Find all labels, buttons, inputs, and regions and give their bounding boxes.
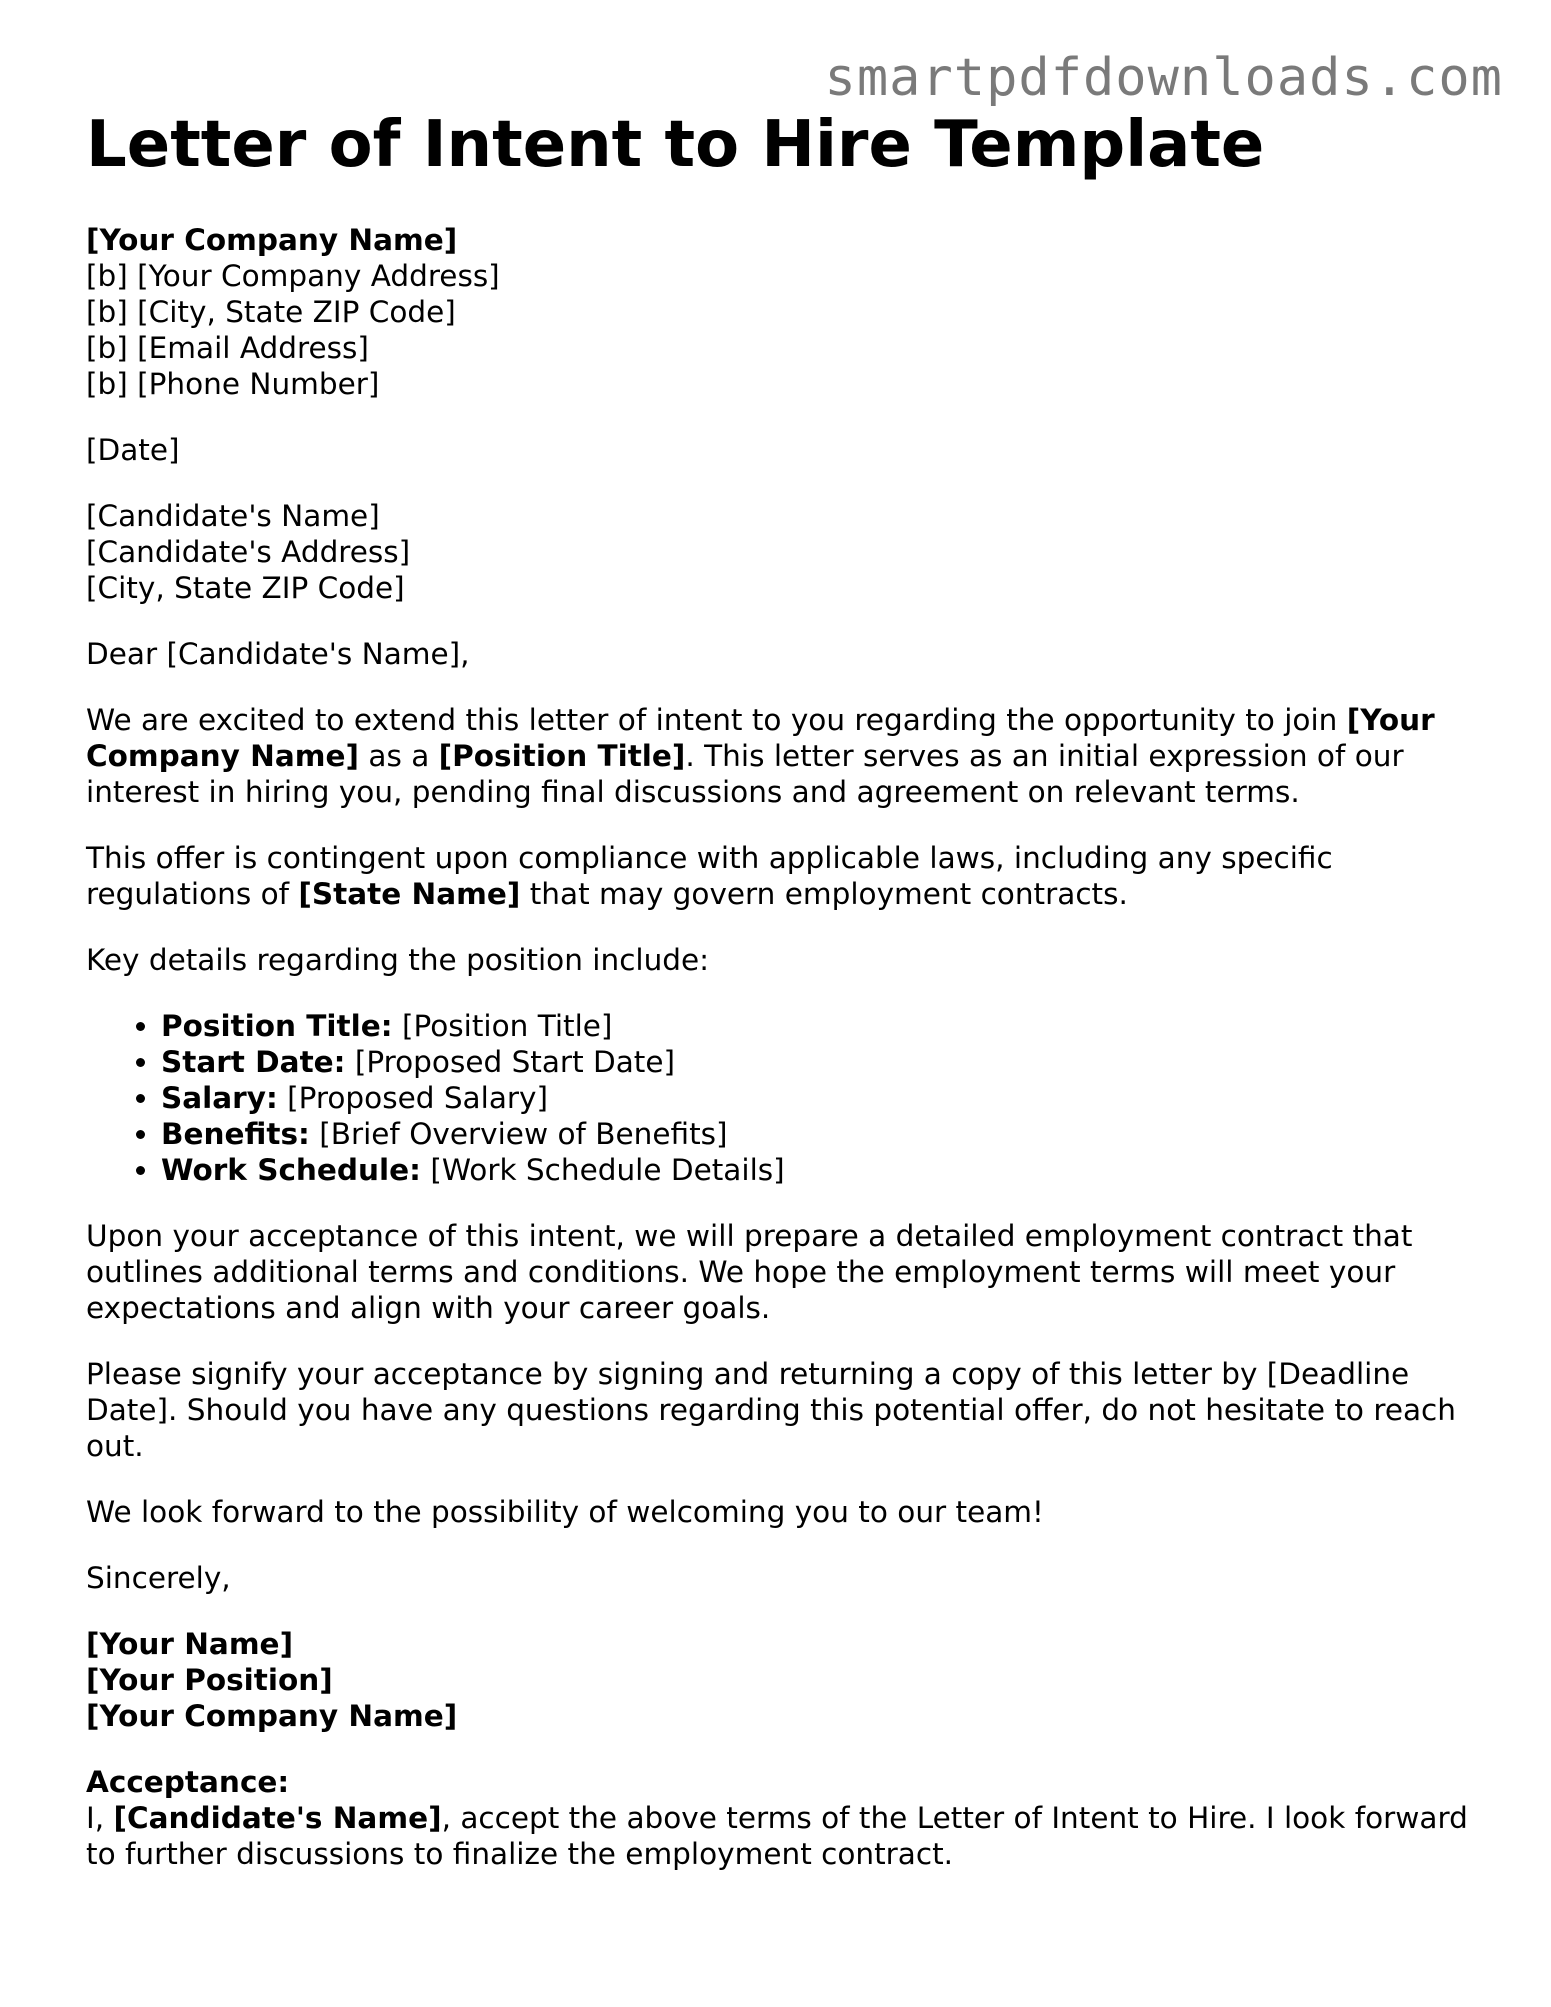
recipient-address: [Candidate's Address] [86, 535, 411, 570]
sender-phone-line: [b] [Phone Number] [86, 367, 380, 402]
document-page [86, 110, 1476, 1872]
detail-value: [Position Title] [392, 1009, 613, 1044]
detail-label: Position Title: [161, 1009, 393, 1044]
recipient-name: [Candidate's Name] [86, 499, 380, 534]
detail-label: Salary: [161, 1081, 278, 1116]
closing: Sincerely, [86, 1561, 231, 1596]
signature-block [86, 1626, 1476, 1734]
acceptance-heading: Acceptance: [86, 1765, 290, 1800]
details-list [86, 1008, 1476, 1188]
acceptance-prefix: I, [86, 1801, 114, 1836]
watermark: smartpdfdownloads.com [824, 48, 1503, 108]
paragraph-intro-company: [Your Company Name] [86, 703, 1435, 774]
sender-email-line: [b] [Email Address] [86, 331, 369, 366]
list-item [161, 1044, 1476, 1080]
paragraph-intro-position: [Position Title] [438, 739, 686, 774]
signature-company: [Your Company Name] [86, 1699, 458, 1734]
paragraph-contingent-state: [State Name] [298, 877, 521, 912]
paragraph-intro-as-a: as a [359, 739, 439, 774]
key-details-intro: Key details regarding the position include: [86, 943, 710, 978]
sender-block [86, 222, 1476, 402]
recipient-block [86, 498, 1476, 606]
page-title: Letter of Intent to Hire Template [86, 108, 1265, 182]
paragraph-intro [86, 702, 1476, 810]
list-item [161, 1080, 1476, 1116]
detail-label: Benefits: [161, 1117, 310, 1152]
paragraph-intro-text: We are excited to extend this letter of intent to you regarding the opportunity to join [86, 703, 1347, 738]
acceptance-rest: , accept the above terms of the Letter of Intent to Hire. I look forward to further discussions to finalize the employment contract. [86, 1801, 1468, 1872]
detail-value: [Work Schedule Details] [420, 1153, 785, 1188]
recipient-city: [City, State ZIP Code] [86, 571, 405, 606]
detail-label: Start Date: [161, 1045, 346, 1080]
letter-date: [Date] [86, 433, 180, 468]
acceptance-block [86, 1764, 1476, 1872]
detail-label: Work Schedule: [161, 1153, 421, 1188]
detail-value: [Proposed Salary] [277, 1081, 549, 1116]
paragraph-contingent [86, 840, 1476, 912]
list-item [161, 1116, 1476, 1152]
acceptance-candidate: [Candidate's Name] [113, 1801, 442, 1836]
paragraph-acceptance-contract: Upon your acceptance of this intent, we will prepare a detailed employment contract that outlines additional terms and conditions. We hope the employment terms will meet your expectations and align with your career goals. [86, 1219, 1413, 1326]
signature-name: [Your Name] [86, 1627, 294, 1662]
sender-city-line: [b] [City, State ZIP Code] [86, 295, 456, 330]
paragraph-contingent-text: This offer is contingent upon compliance with applicable laws, including any specific regulations of [86, 841, 1333, 912]
paragraph-intro-rest: . This letter serves as an initial expression of our interest in hiring you, pending final discussions and agreement on relevant terms. [86, 739, 1404, 810]
paragraph-welcome: We look forward to the possibility of welcoming you to our team! [86, 1495, 1044, 1530]
paragraph-deadline: Please signify your acceptance by signing and returning a copy of this letter by [Deadline Date]. Should you have any questions regarding this potential offer, do not hesitate to reach out. [86, 1357, 1456, 1464]
paragraph-contingent-rest: that may govern employment contracts. [520, 877, 1128, 912]
salutation: Dear [Candidate's Name], [86, 637, 470, 672]
acceptance-statement [86, 1800, 1476, 1872]
list-item [161, 1008, 1476, 1044]
list-item [161, 1152, 1476, 1188]
detail-value: [Proposed Start Date] [345, 1045, 676, 1080]
sender-company-name: [Your Company Name] [86, 223, 458, 258]
detail-value: [Brief Overview of Benefits] [309, 1117, 728, 1152]
signature-position: [Your Position] [86, 1663, 333, 1698]
sender-address-line: [b] [Your Company Address] [86, 259, 500, 294]
